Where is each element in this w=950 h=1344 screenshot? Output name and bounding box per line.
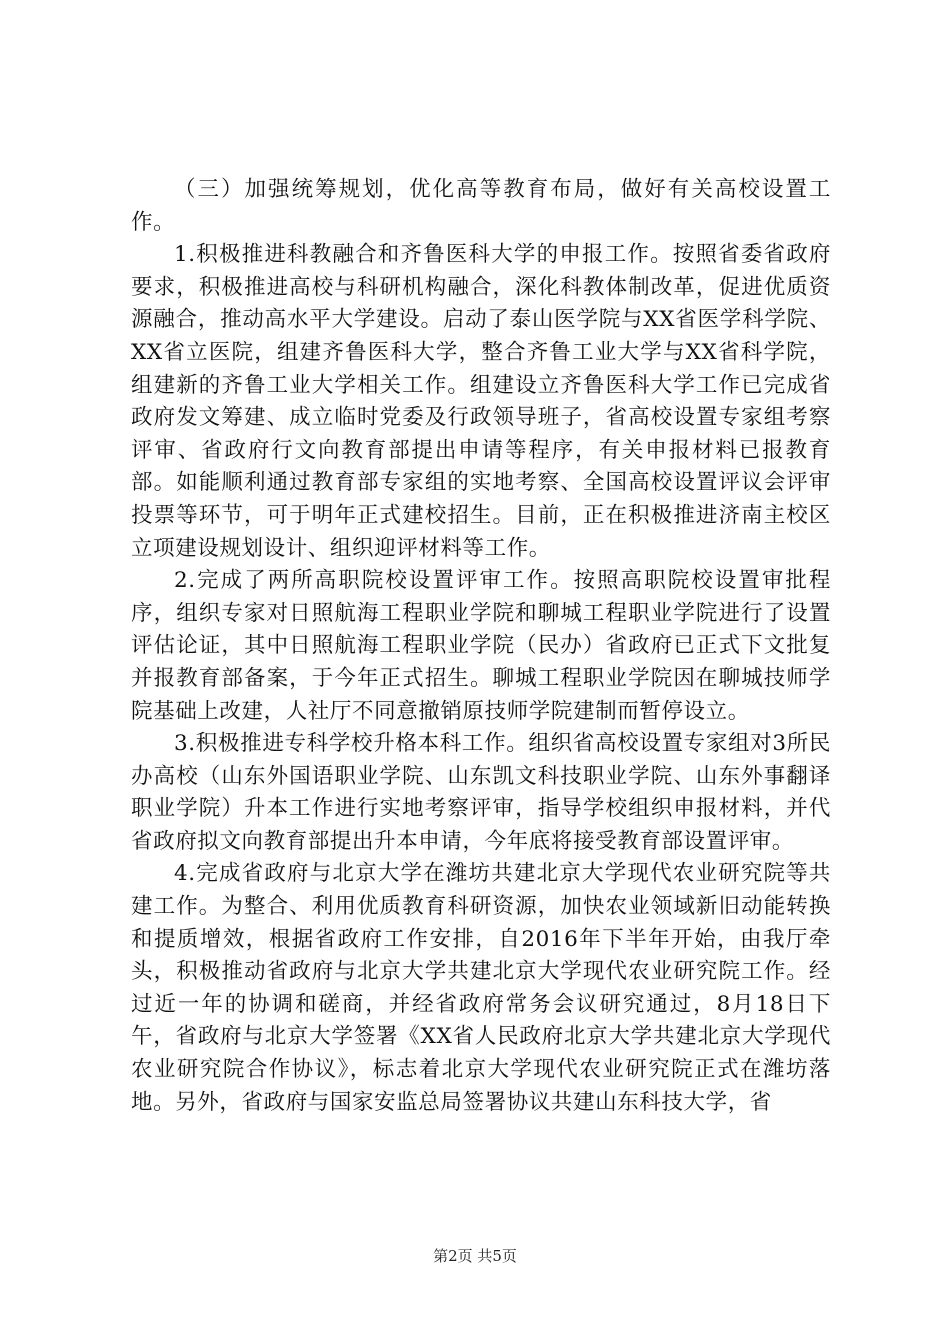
paragraph-item-2: 2.完成了两所高职院校设置评审工作。按照高职院校设置审批程序，组织专家对日照航海工程职业学院和聊城工程职业学院进行了设置评估论证，其中日照航海工程职业学院（民办）省政府已正式下文批复并报教育部备案，于今年正式招生。聊城工程职业学院因在聊城技师学院基础上改建，人社厅不同意撤销原技师学院建制而暂停设立。 [131,568,831,724]
document-body [131,174,831,1119]
paragraph-item-3: 3.积极推进专科学校升格本科工作。组织省高校设置专家组对3所民办高校（山东外国语职业学院、山东凯文科技职业学院、山东外事翻译职业学院）升本工作进行实地考察评审，指导学校组织申报材料，并代省政府拟文向教育部提出升本申请，今年底将接受教育部设置评审。 [131,731,831,854]
section-heading-paragraph: （三）加强统筹规划，优化高等教育布局，做好有关高校设置工作。 [131,177,831,235]
page-footer: 第2页 共5页 [433,1247,517,1265]
paragraph-item-4: 4.完成省政府与北京大学在潍坊共建北京大学现代农业研究院等共建工作。为整合、利用优质教育科研资源，加快农业领域新旧动能转换和提质增效，根据省政府工作安排，自2016年下半年开始，由我厅牵头，积极推动省政府与北京大学共建北京大学现代农业研究院工作。经过近一年的协调和磋商，并经省政府常务会议研究通过，8月18日下午，省政府与北京大学签署《XX省人民政府北京大学共建北京大学现代农业研究院合作协议》，标志着北京大学现代农业研究院正式在潍坊落地。另外，省政府与国家安监总局签署协议共建山东科技大学，省 [131,861,831,1115]
paragraph-item-1: 1.积极推进科教融合和齐鲁医科大学的申报工作。按照省委省政府要求，积极推进高校与科研机构融合，深化科教体制改革，促进优质资源融合，推动高水平大学建设。启动了泰山医学院与XX省医学科学院、XX省立医院，组建齐鲁医科大学，整合齐鲁工业大学与XX省科学院，组建新的齐鲁工业大学相关工作。组建设立齐鲁医科大学工作已完成省政府发文筹建、成立临时党委及行政领导班子，省高校设置专家组考察评审、省政府行文向教育部提出申请等程序，有关申报材料已报教育部。如能顺利通过教育部专家组的实地考察、全国高校设置评议会评审投票等环节，可于明年正式建校招生。目前，正在积极推进济南主校区立项建设规划设计、组织迎评材料等工作。 [131,242,831,561]
